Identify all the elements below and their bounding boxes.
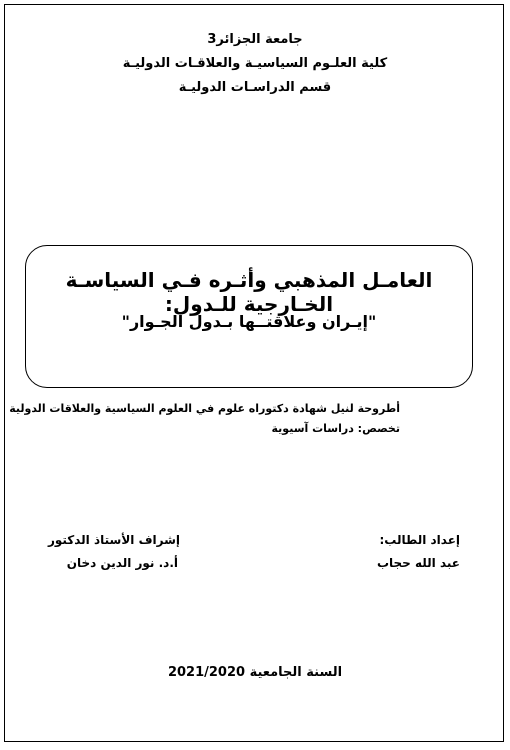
student-name: عبد الله حجاب: [376, 556, 460, 570]
thesis-title-box: [25, 245, 473, 388]
student-label: إعداد الطالب:: [379, 533, 460, 547]
thesis-main-title: العامـل المذهبي وأثـره فـي السياسـة الخـارجية للـدول:: [65, 268, 433, 316]
thesis-purpose: أطروحة لنيل شهادة دكتوراه علوم في العلوم السياسية والعلاقات الدولية: [9, 402, 400, 415]
thesis-specialization: تخصص: دراسات آسيوية: [271, 422, 400, 435]
thesis-subtitle: "إيـران وعلاقتــها بـدول الجـوار": [121, 312, 377, 331]
supervisor-name: أ.د. نور الدين دخان: [66, 556, 178, 570]
supervisor-label: إشراف الأستاذ الدكتور: [47, 533, 180, 547]
academic-year: السنة الجامعية 2021/2020: [167, 665, 343, 680]
faculty-name: كلية العلـوم السياسيـة والعلاقـات الدوليـة: [122, 56, 388, 71]
department-name: قسم الدراسـات الدوليـة: [178, 80, 332, 95]
university-name: جامعة الجزائر3: [207, 32, 303, 47]
